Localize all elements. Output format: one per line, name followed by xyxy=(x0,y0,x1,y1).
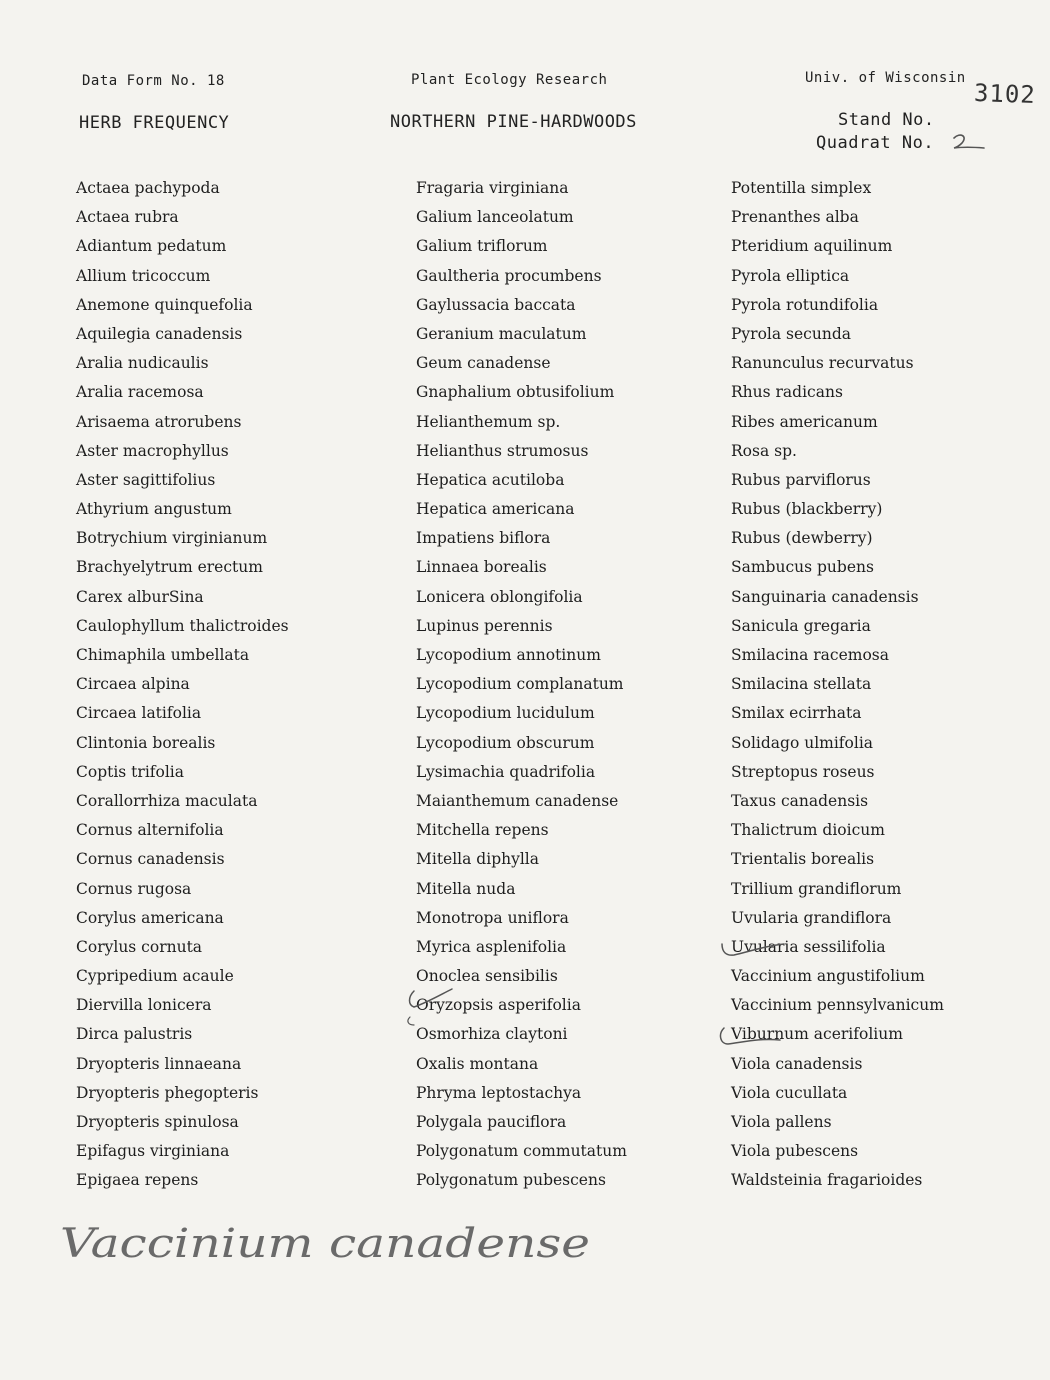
species-item: Hepatica acutiloba xyxy=(416,470,565,489)
community-title: NORTHERN PINE-HARDWOODS xyxy=(390,112,637,132)
species-item: Aster sagittifolius xyxy=(76,470,216,489)
species-item: Viola cucullata xyxy=(731,1083,848,1102)
species-item: Lycopodium annotinum xyxy=(416,646,601,664)
species-item: Dryopteris linnaeana xyxy=(76,1054,242,1073)
species-item: Smilax ecirrhata xyxy=(731,704,862,723)
stamp-number: 3102 xyxy=(973,78,1037,110)
species-item: Rubus (blackberry) xyxy=(731,500,883,519)
species-item: Dryopteris spinulosa xyxy=(76,1113,239,1131)
species-item: Polygonatum commutatum xyxy=(416,1142,627,1161)
species-item: Galium triflorum xyxy=(416,237,548,256)
species-item: Helianthus strumosus xyxy=(416,441,589,460)
species-item: Helianthemum sp. xyxy=(416,412,561,431)
species-item: Aralia nudicaulis xyxy=(76,354,209,373)
species-item: Gaylussacia baccata xyxy=(416,295,576,314)
species-item: Smilacina stellata xyxy=(731,675,872,694)
quadrat-label: Quadrat No. xyxy=(816,133,935,153)
species-item: Taxus canadensis xyxy=(731,791,869,810)
species-item: Trillium grandiflorum xyxy=(731,879,902,898)
species-item: Lonicera oblongifolia xyxy=(416,587,583,606)
species-item: Polygonatum pubescens xyxy=(416,1171,606,1190)
checkmark-icon xyxy=(716,1024,786,1054)
form-number: Data Form No. 18 xyxy=(82,73,225,89)
species-item: Mitchella repens xyxy=(416,821,549,840)
species-item: Circaea alpina xyxy=(76,675,190,694)
species-item: Cornus rugosa xyxy=(76,879,192,898)
species-item: Uvularia sessilifolia xyxy=(731,937,886,956)
species-item: Aralia racemosa xyxy=(76,383,204,402)
species-item: Hepatica americana xyxy=(416,500,575,519)
species-item: Corylus cornuta xyxy=(76,937,203,956)
svg-text:Vaccinium canadense: Vaccinium canadense xyxy=(60,1221,590,1267)
species-item: Osmorhiza claytoni xyxy=(416,1025,568,1044)
species-item: Viola pubescens xyxy=(731,1142,859,1161)
species-item: Uvularia grandiflora xyxy=(731,908,892,927)
species-item: Corylus americana xyxy=(76,908,224,927)
species-item: Pyrola secunda xyxy=(731,324,851,343)
species-item: Mitella nuda xyxy=(416,879,516,898)
species-item: Caulophyllum thalictroides xyxy=(76,616,289,635)
species-item: Onoclea sensibilis xyxy=(416,967,558,986)
species-item: Lycopodium lucidulum xyxy=(416,704,595,723)
species-item: Geum canadense xyxy=(416,354,551,373)
institution: Univ. of Wisconsin xyxy=(805,70,966,86)
species-item: Circaea latifolia xyxy=(76,704,202,723)
species-item: Phryma leptostachya xyxy=(416,1083,582,1102)
species-item: Waldsteinia fragarioides xyxy=(731,1171,923,1190)
species-item: Pteridium aquilinum xyxy=(731,237,893,256)
handwritten-note xyxy=(60,1195,620,1285)
species-item: Galium lanceolatum xyxy=(416,208,574,227)
quadrat-handwritten-number xyxy=(948,130,988,154)
species-item: Clintonia borealis xyxy=(76,733,216,752)
species-item: Maianthemum canadense xyxy=(416,791,619,810)
species-item: Dirca palustris xyxy=(76,1025,193,1044)
species-item: Fragaria virginiana xyxy=(416,179,569,197)
species-item: Trientalis borealis xyxy=(731,850,875,869)
species-item: Thalictrum dioicum xyxy=(731,821,885,840)
species-item: Ranunculus recurvatus xyxy=(731,354,914,373)
species-item: Anemone quinquefolia xyxy=(76,295,253,314)
form-title: HERB FREQUENCY xyxy=(79,113,230,133)
species-item: Sanicula gregaria xyxy=(731,616,871,635)
species-item: Epigaea repens xyxy=(76,1171,199,1190)
species-item: Cypripedium acaule xyxy=(76,967,234,986)
species-item: Rhus radicans xyxy=(731,383,843,402)
species-item: Sanguinaria canadensis xyxy=(731,587,919,606)
species-item: Actaea pachypoda xyxy=(76,179,220,197)
species-item: Prenanthes alba xyxy=(731,208,859,227)
species-item: Rosa sp. xyxy=(731,441,797,460)
species-item: Viola canadensis xyxy=(731,1054,863,1073)
species-item: Pyrola elliptica xyxy=(731,266,850,285)
species-item: Viburnum acerifolium xyxy=(731,1025,903,1044)
species-item: Lycopodium complanatum xyxy=(416,675,624,694)
species-item: Arisaema atrorubens xyxy=(76,412,242,431)
species-item: Pyrola rotundifolia xyxy=(731,295,879,314)
species-item: Adiantum pedatum xyxy=(76,237,227,256)
species-item: Aquilegia canadensis xyxy=(76,324,243,343)
species-item: Athyrium angustum xyxy=(76,500,232,519)
species-item: Dryopteris phegopteris xyxy=(76,1083,259,1102)
species-item: Lupinus perennis xyxy=(416,616,553,635)
checkmark-icon xyxy=(718,938,788,968)
species-item: Polygala pauciflora xyxy=(416,1113,567,1131)
species-item: Linnaea borealis xyxy=(416,558,547,577)
species-item: Vaccinium pennsylvanicum xyxy=(731,996,944,1015)
species-item: Gnaphalium obtusifolium xyxy=(416,383,615,402)
species-item: Cornus canadensis xyxy=(76,850,225,869)
species-item: Diervilla lonicera xyxy=(76,996,212,1015)
species-item: Monotropa uniflora xyxy=(416,908,569,927)
stand-label: Stand No. xyxy=(838,110,935,130)
species-item: Lysimachia quadrifolia xyxy=(416,762,596,781)
species-item: Epifagus virginiana xyxy=(76,1142,230,1161)
species-item: Myrica asplenifolia xyxy=(416,937,567,956)
species-item: Sambucus pubens xyxy=(731,558,874,577)
species-item: Aster macrophyllus xyxy=(76,441,229,460)
species-item: Ribes americanum xyxy=(731,412,878,431)
species-item: Oxalis montana xyxy=(416,1054,539,1073)
species-item: Coptis trifolia xyxy=(76,762,185,781)
species-item: Carex alburSina xyxy=(76,587,204,606)
species-item: Geranium maculatum xyxy=(416,324,587,343)
species-item: Viola pallens xyxy=(731,1113,832,1131)
species-item: Corallorrhiza maculata xyxy=(76,791,258,810)
species-item: Brachyelytrum erectum xyxy=(76,558,263,577)
checkmark-icon xyxy=(404,985,464,1045)
species-column-1 xyxy=(76,176,289,1198)
project-title: Plant Ecology Research xyxy=(411,72,608,88)
species-item: Solidago ulmifolia xyxy=(731,733,874,752)
species-item: Smilacina racemosa xyxy=(731,646,889,664)
species-item: Allium tricoccum xyxy=(76,266,211,285)
species-item: Mitella diphylla xyxy=(416,850,540,869)
species-item: Lycopodium obscurum xyxy=(416,733,595,752)
species-item: Impatiens biflora xyxy=(416,529,551,548)
species-item: Rubus parviflorus xyxy=(731,470,871,489)
species-item: Gaultheria procumbens xyxy=(416,266,602,285)
species-item: Actaea rubra xyxy=(76,208,179,227)
species-item: Cornus alternifolia xyxy=(76,821,224,840)
species-item: Botrychium virginianum xyxy=(76,529,268,548)
species-item: Oryzopsis asperifolia xyxy=(416,996,581,1015)
species-item: Potentilla simplex xyxy=(731,179,872,197)
species-item: Rubus (dewberry) xyxy=(731,529,873,548)
species-item: Vaccinium angustifolium xyxy=(731,967,925,986)
species-item: Streptopus roseus xyxy=(731,762,875,781)
species-item: Chimaphila umbellata xyxy=(76,646,250,664)
